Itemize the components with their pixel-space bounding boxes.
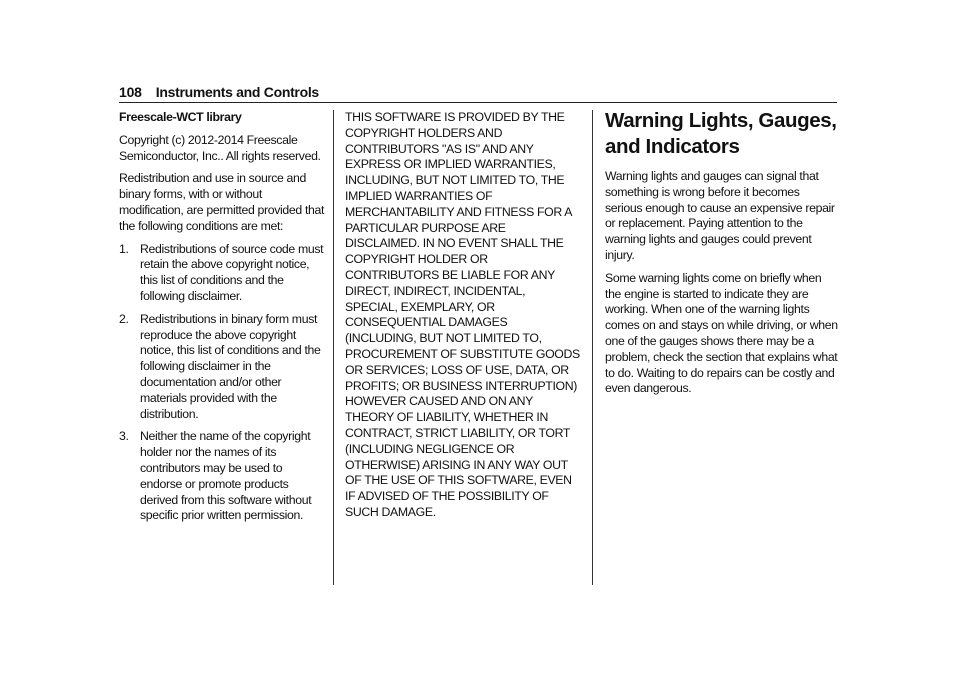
list-item [119, 312, 327, 423]
list-item-text: Redistributions of source code must retain the above copyright notice, this list of conditions and the following disclaimer. [140, 241, 324, 303]
list-item-number: 1. [119, 241, 129, 256]
right-column [605, 110, 838, 404]
middle-column [345, 110, 580, 521]
license-conditions-list [119, 242, 327, 525]
list-item [119, 242, 327, 305]
column-divider [333, 110, 334, 585]
list-item-number: 3. [119, 429, 129, 444]
left-column [119, 110, 327, 531]
list-item-number: 2. [119, 311, 129, 326]
list-item-text: Neither the name of the copyright holder nor the names of its contributors may be used to endorse or promote products derived from this software without specific prior written permission. [140, 429, 312, 523]
list-item [119, 429, 327, 524]
copyright-notice: Copyright (c) 2012-2014 Freescale Semiconductor, Inc.. All rights reserved. [119, 132, 321, 163]
list-item-text: Redistributions in binary form must reproduce the above copyright notice, this list of conditions and the following disclaimer in the documentation and/or other materials provided with the distribution. [140, 311, 321, 421]
page-number: 108 [119, 84, 142, 100]
license-intro: Redistribution and use in source and binary forms, with or without modification, are permitted provided that the following conditions are met: [119, 171, 325, 233]
library-subheading: Freescale-WCT library [119, 110, 242, 124]
warranty-disclaimer: THIS SOFTWARE IS PROVIDED BY THE COPYRIGHT HOLDERS AND CONTRIBUTORS "AS IS" AND ANY EXPRESS OR IMPLIED WARRANTIES, INCLUDING, BUT NOT LIMITED TO, THE IMPLIED WARRANTIES OF MERCHANTABILITY AND FITNESS FOR A PARTICULAR PURPOSE ARE DISCLAIMED. IN NO EVENT SHALL THE COPYRIGHT HOLDER OR CONTRIBUTORS BE LIABLE FOR ANY DIRECT, INDIRECT, INCIDENTAL, SPECIAL, EXEMPLARY, OR CONSEQUENTIAL DAMAGES (INCLUDING, BUT NOT LIMITED TO, PROCUREMENT OF SUBSTITUTE GOODS OR SERVICES; LOSS OF USE, DATA, OR PROFITS; OR BUSINESS INTERRUPTION) HOWEVER CAUSED AND ON ANY THEORY OF LIABILITY, WHETHER IN CONTRACT, STRICT LIABILITY, OR TORT (INCLUDING NEGLIGENCE OR OTHERWISE) ARISING IN ANY WAY OUT OF THE USE OF THIS SOFTWARE, EVEN IF ADVISED OF THE POSSIBILITY OF SUCH DAMAGE. [345, 110, 580, 519]
column-divider [592, 110, 593, 585]
section-heading: Warning Lights, Gauges, and Indicators [605, 109, 837, 158]
warning-paragraph-1: Warning lights and gauges can signal that something is wrong before it becomes serious enough to cause an expensive repair or replacement. Paying attention to the warning lights and gauges could prevent injury. [605, 169, 835, 262]
page-header [119, 82, 837, 103]
section-title: Instruments and Controls [155, 84, 319, 100]
warning-paragraph-2: Some warning lights come on briefly when the engine is started to indicate they are working. When one of the warning lights comes on and stays on while driving, or when one of the gauges shows there may be a problem, check the section that explains what to do. Waiting to do repairs can be costly and even dangerous. [605, 270, 838, 396]
